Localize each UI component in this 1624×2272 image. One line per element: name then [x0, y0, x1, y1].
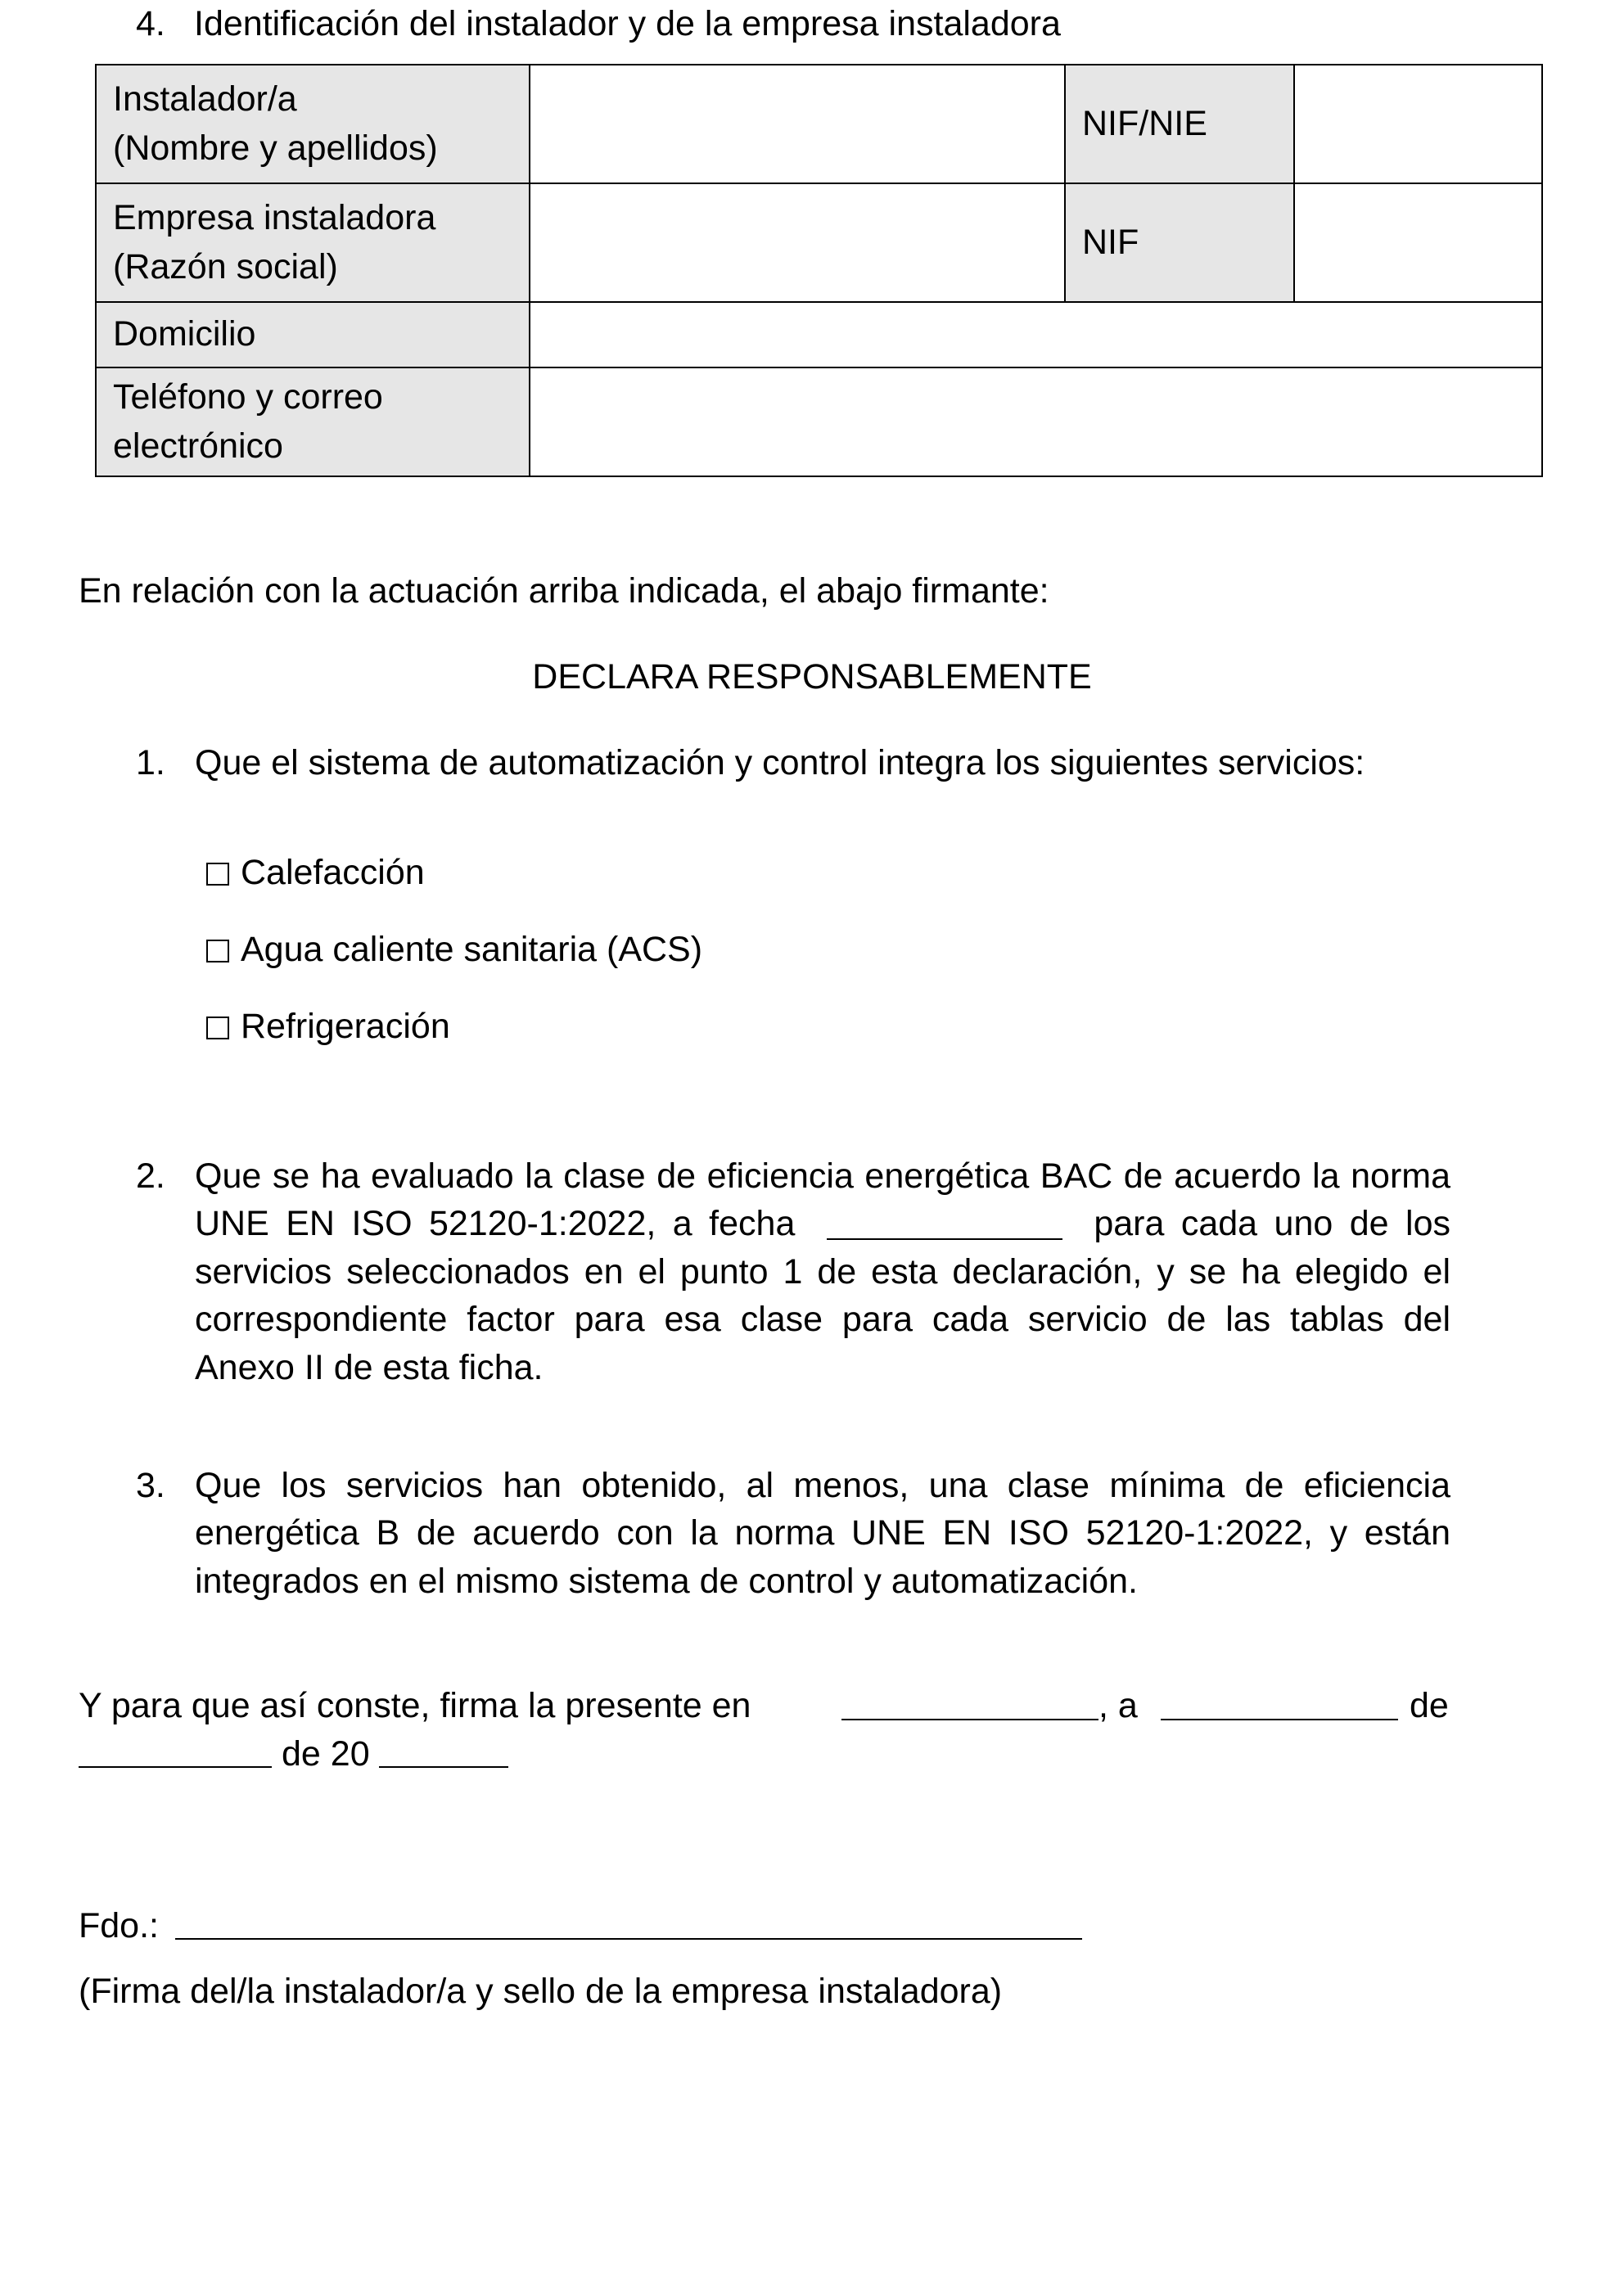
option-calefaccion[interactable] — [206, 849, 425, 896]
option-refrigeracion[interactable] — [206, 1003, 450, 1050]
table-row — [96, 367, 1542, 476]
checkbox-icon[interactable] — [206, 863, 229, 886]
company-name-label: Empresa instaladora (Razón social) — [96, 183, 530, 302]
option-label: Agua caliente sanitaria (ACS) — [241, 930, 703, 969]
installer-name-field[interactable] — [530, 65, 1065, 183]
intro-text: En relación con la actuación arriba indicada, el abajo firmante: — [79, 571, 1049, 611]
item-text: Que el sistema de automatización y control integra los siguientes servicios: — [195, 743, 1365, 782]
contact-label: Teléfono y correo electrónico — [96, 367, 530, 476]
item-number: 3. — [136, 1466, 165, 1505]
option-label: Refrigeración — [241, 1007, 450, 1046]
checkbox-icon[interactable] — [206, 1017, 229, 1039]
day-blank-field[interactable] — [1161, 1686, 1398, 1720]
company-nif-label: NIF — [1065, 183, 1294, 302]
installer-nif-label: NIF/NIE — [1065, 65, 1294, 183]
company-nif-field[interactable] — [1294, 183, 1542, 302]
section-title: Identificación del instalador y de la empresa instaladora — [194, 4, 1061, 43]
address-field[interactable] — [530, 302, 1542, 367]
item-number: 1. — [136, 743, 165, 782]
item-number: 2. — [136, 1156, 165, 1196]
year-blank-field[interactable] — [379, 1733, 508, 1768]
installer-nif-field[interactable] — [1294, 65, 1542, 183]
table-row — [96, 65, 1542, 183]
month-blank-field[interactable] — [79, 1733, 272, 1768]
item-text: Que los servicios han obtenido, al menos, una clase mínima de eficiencia energética B de acuerdo con la norma UNE EN ISO 52120-1:2022, y están integrados en el mismo sistema de control y automatización. — [195, 1466, 1450, 1601]
declaration-item-2 — [136, 1152, 1450, 1391]
declaration-title: DECLARA RESPONSABLEMENTE — [532, 657, 1092, 696]
contact-field[interactable] — [530, 367, 1542, 476]
item-text: Que se ha evaluado la clase de eficiencia energética BAC de acuerdo la norma UNE EN ISO 52120-1:2022, a fecha para cada uno de los servicios seleccionados en el punto 1 de esta declaración, y se ha elegido el correspondiente factor para esa clase para cada servicio de las tablas del Anexo II de esta ficha. — [195, 1156, 1451, 1387]
closing-de-text: de — [1410, 1686, 1449, 1725]
section-heading — [136, 0, 1061, 47]
installer-identification-table — [95, 64, 1543, 477]
declaration-item-1 — [136, 739, 1450, 787]
table-row — [96, 183, 1542, 302]
closing-place-text: Y para que así conste, firma la presente en — [79, 1686, 751, 1725]
address-label: Domicilio — [96, 302, 530, 367]
option-acs[interactable] — [206, 926, 702, 973]
company-name-field[interactable] — [530, 183, 1065, 302]
installer-name-label: Instalador/a (Nombre y apellidos) — [96, 65, 530, 183]
signature-caption: (Firma del/la instalador/a y sello de la empresa instaladora) — [79, 1972, 1003, 2011]
checkbox-icon[interactable] — [206, 940, 229, 962]
closing-a-text: , a — [1098, 1686, 1138, 1725]
place-blank-field[interactable] — [841, 1686, 1098, 1720]
date-blank-field[interactable] — [827, 1206, 1062, 1240]
signature-line[interactable] — [175, 1905, 1082, 1940]
section-number: 4. — [136, 4, 165, 43]
closing-year-text: de 20 — [282, 1734, 370, 1774]
signature-label: Fdo.: — [79, 1906, 159, 1945]
option-label: Calefacción — [241, 853, 425, 892]
declaration-item-3 — [136, 1462, 1450, 1605]
table-row — [96, 302, 1542, 367]
